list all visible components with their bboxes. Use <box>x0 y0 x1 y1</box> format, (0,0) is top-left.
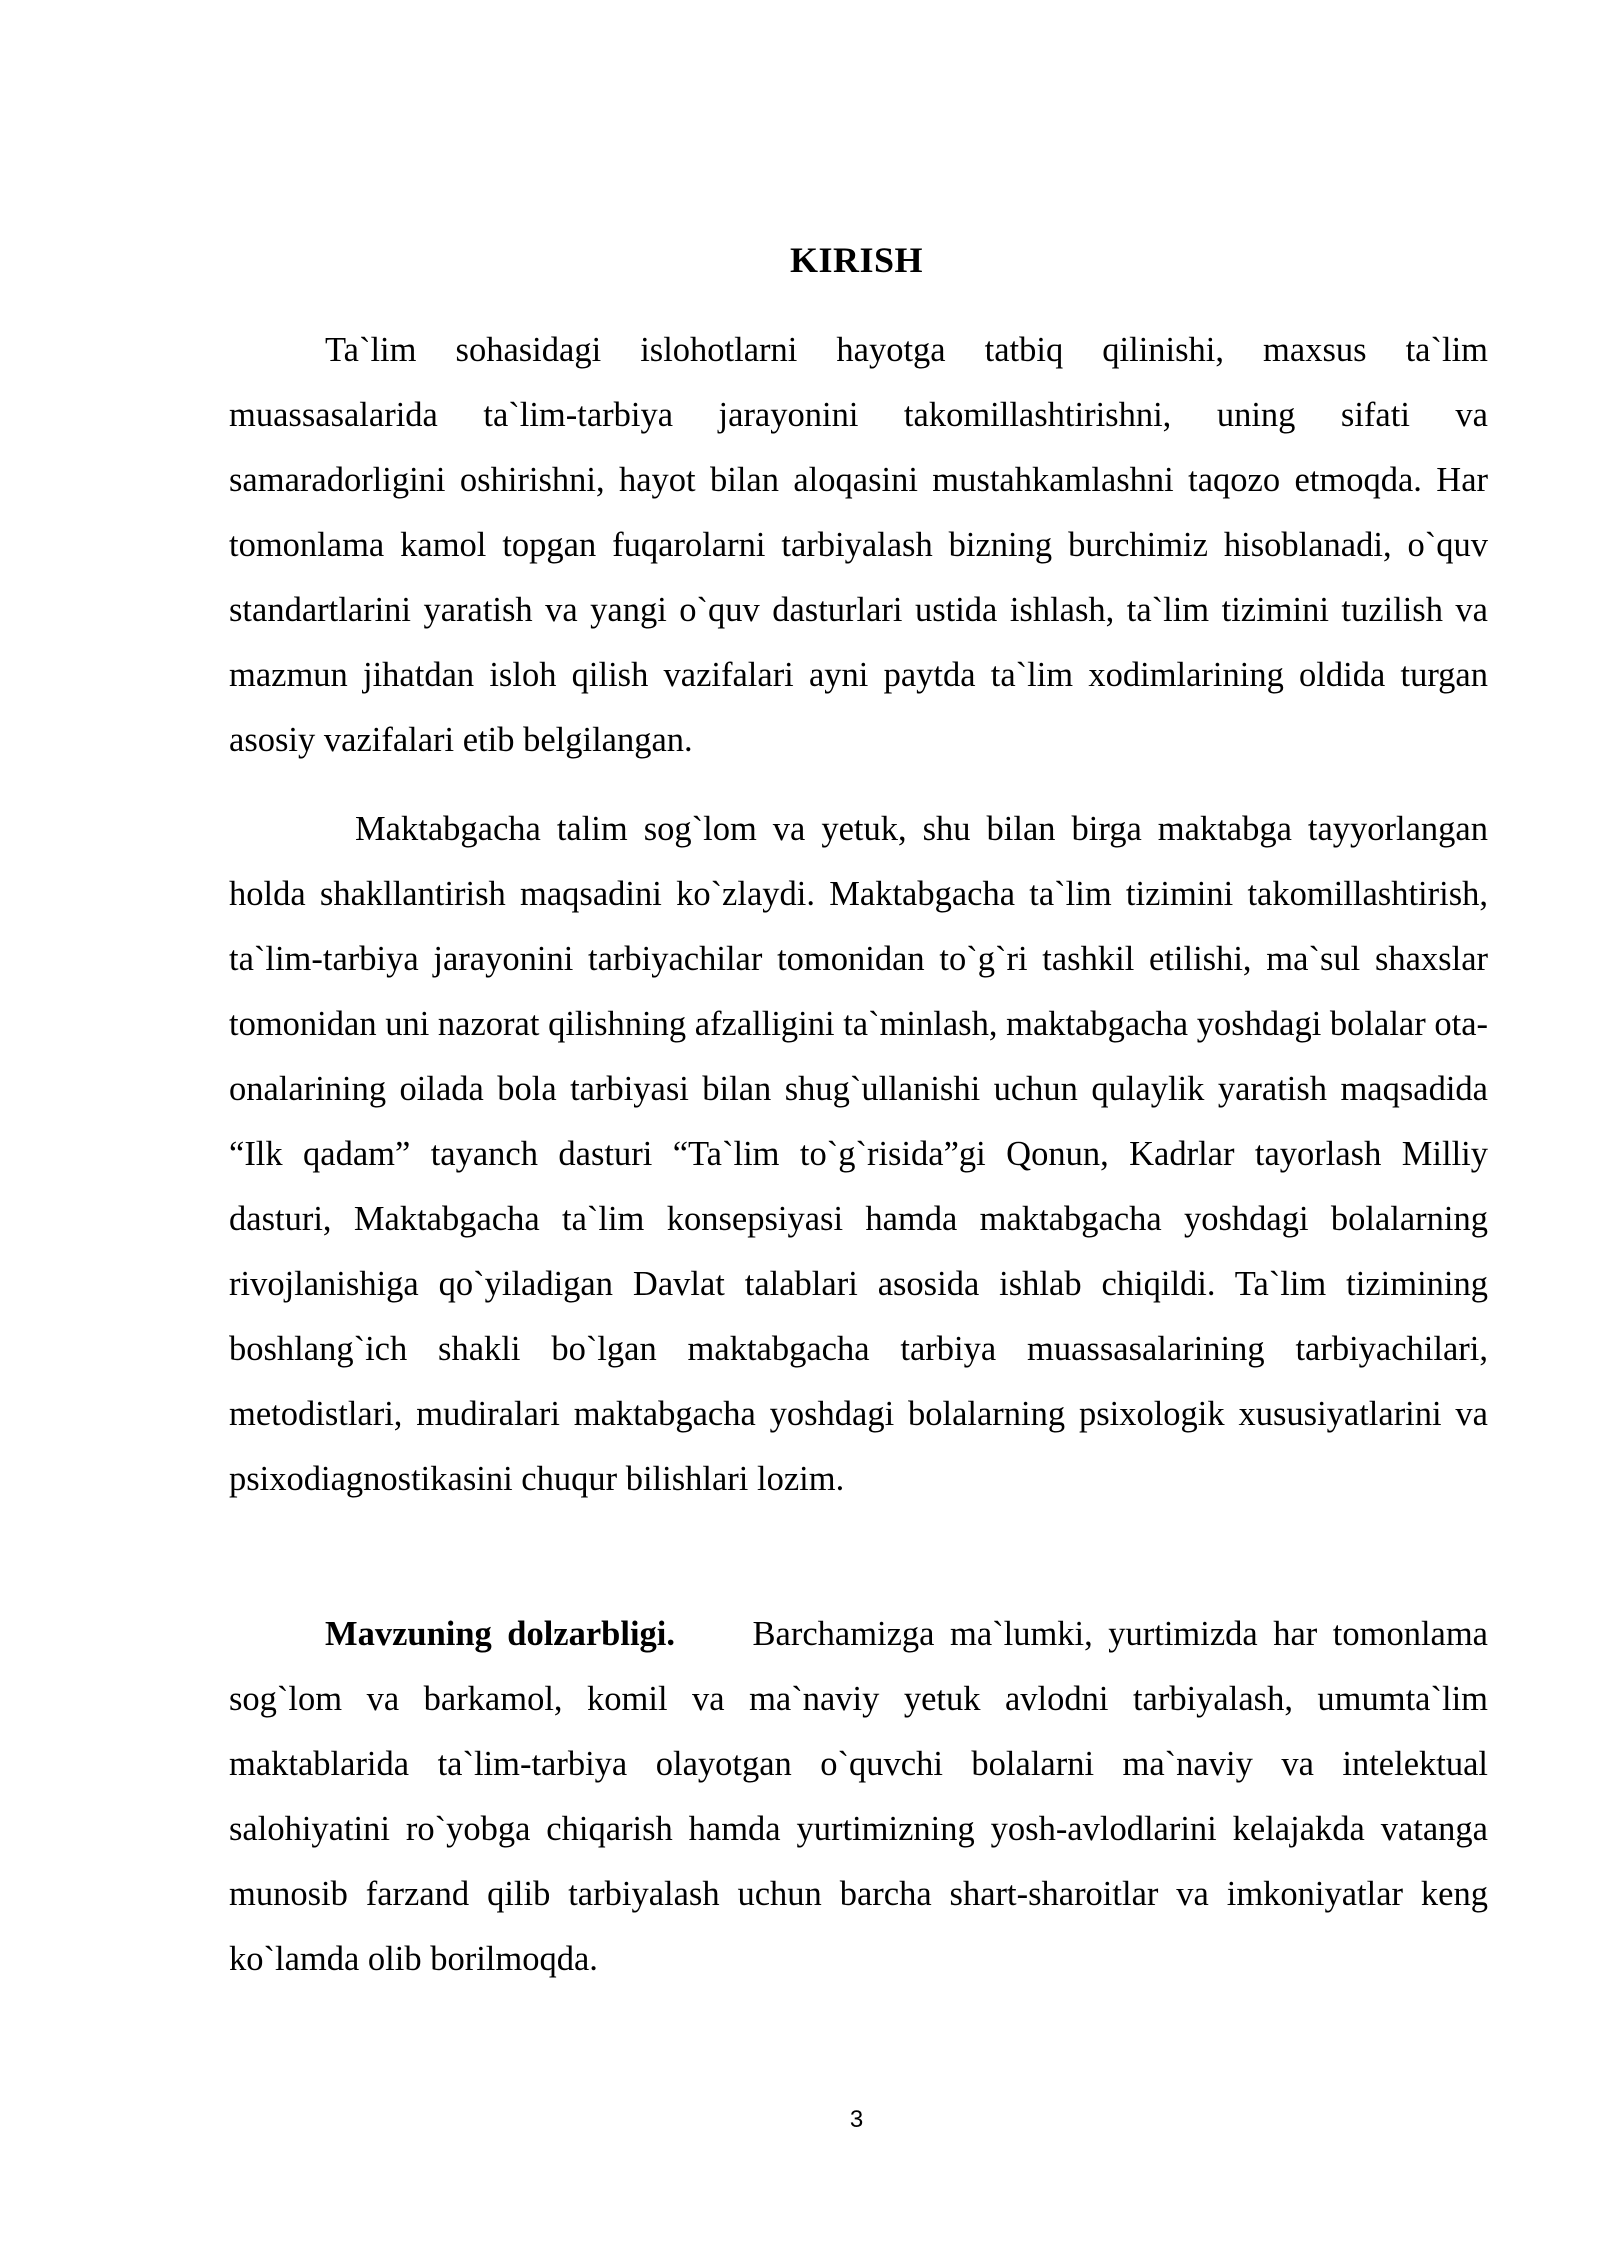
page-number: 3 <box>849 2106 864 2133</box>
paragraph-2 <box>229 797 1488 1512</box>
page-title: KIRISH <box>789 240 924 280</box>
paragraph-2-text: Maktabgacha talim sog`lom va yetuk, shu bilan birga maktabga tayyorlangan holda shakllantirish maqsadini ko`zlaydi. Maktabgacha ta`lim tizimini takomillashtirish, ta`lim-tarbiya jarayonini tarbiyachilar tomonidan to`g`ri tashkil etilishi, ma`sul shaxslar tomonidan uni nazorat qilishning afzalligini ta`minlash, maktabgacha yoshdagi bolalar ota-onalarining oilada bola tarbiyasi bilan shug`ullanishi uchun qulaylik yaratish maqsadida “Ilk qadam” tayanch dasturi “Ta`lim to`g`risida”gi Qonun, Kadrlar tayorlash Milliy dasturi, Maktabgacha ta`lim konsepsiyasi hamda maktabgacha yoshdagi bolalarning rivojlanishiga qo`yiladigan Davlat talablari asosida ishlab chiqildi. Ta`lim tizimining boshlang`ich shakli bo`lgan maktabgacha tarbiya muassasalarining tarbiyachilari, metodistlari, mudiralari maktabgacha yoshdagi bolalarning psixologik xususiyatlarini va psixodiagnostikasini chuqur bilishlari lozim. <box>229 810 1488 1498</box>
paragraph-1-text: Ta`lim sohasidagi islohotlarni hayotga tatbiq qilinishi, maxsus ta`lim muassasalarida ta`lim-tarbiya jarayonini takomillashtirishni, uning sifati va samaradorligini oshirishni, hayot bilan aloqasini mustahkamlashni taqozo etmoqda. Har tomonlama kamol topgan fuqarolarni tarbiyalash bizning burchimiz hisoblanadi, o`quv standartlarini yaratish va yangi o`quv dasturlari ustida ishlash, ta`lim tizimini tuzilish va mazmun jihatdan isloh qilish vazifalari ayni paytda ta`lim xodimlarining oldida turgan asosiy vazifalari etib belgilangan. <box>229 331 1488 759</box>
paragraph-3-body: Barchamizga ma`lumki, yurtimizda har tomonlama sog`lom va barkamol, komil va ma`naviy yetuk avlodni tarbiyalash, umumta`lim maktablarida ta`lim-tarbiya olayotgan o`quvchi bolalarni ma`naviy va intelektual salohiyatini ro`yobga chiqarish hamda yurtimizning yosh-avlodlarini kelajakda vatanga munosib farzand qilib tarbiyalash uchun barcha shart-sharoitlar va imkoniyatlar keng ko`lamda olib borilmoqda. <box>229 1615 1488 1978</box>
paragraph-3-text <box>229 1602 1488 1992</box>
paragraph-1 <box>229 318 1488 773</box>
paragraph-3 <box>229 1602 1488 1992</box>
section-heading-relevance: Mavzuning dolzarbligi. <box>325 1615 675 1653</box>
